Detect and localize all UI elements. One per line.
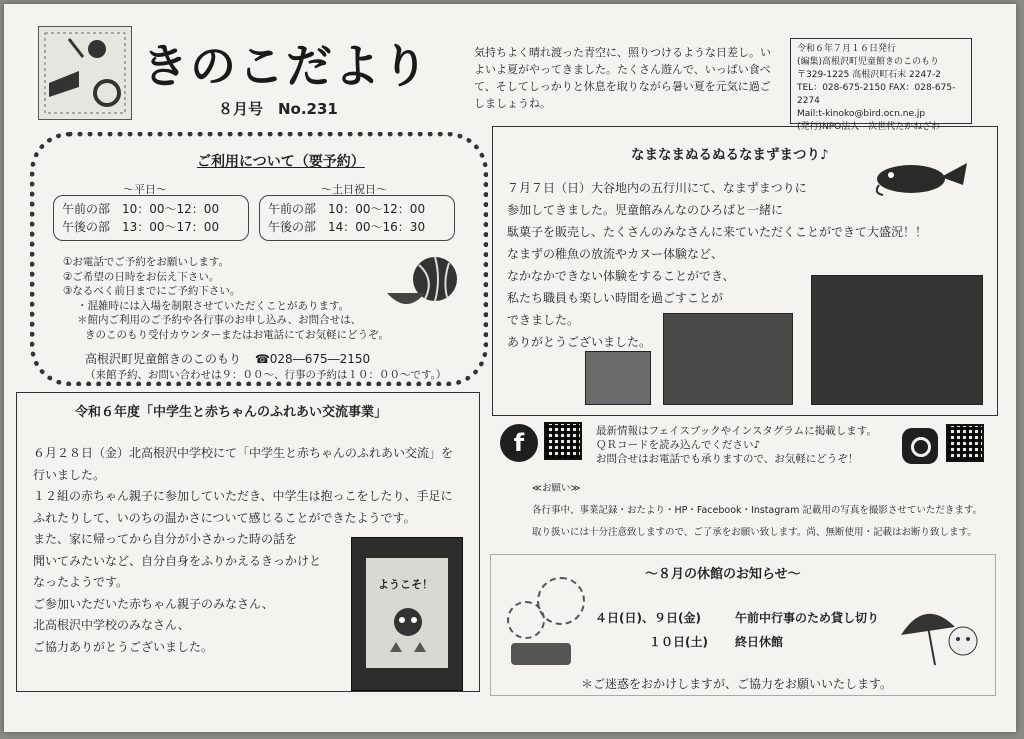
weekday-hours — [53, 195, 249, 241]
namazu-line: ありがとうございました。 — [507, 335, 652, 349]
sns-line: お問合せはお電話でも承りますので、お気軽にどうぞ！ — [596, 453, 859, 465]
exchange-line: 北高根沢中学校のみなさん、 — [33, 618, 190, 632]
holiday-label: ～土日祝日～ — [321, 183, 387, 196]
note-line: きのこのもり受付カウンターまたはお電話にてお気軽にどうぞ。 — [85, 328, 389, 341]
welcome-text: ようこそ！ — [378, 578, 433, 591]
issue-number: ８月号 No.231 — [218, 100, 338, 118]
namazu-line: 駄菓子を販売し、たくさんのみなさんに来ていただくことができて大盛況！！ — [507, 225, 928, 239]
instagram-qr-code — [946, 424, 984, 462]
publisher-line: (編集)高根沢町児童館きのこのもり — [797, 57, 940, 67]
exchange-title: 令和６年度「中学生と赤ちゃんのふれあい交流事業」 — [75, 405, 388, 420]
firework-illustration — [537, 577, 585, 625]
namazu-line: できました。 — [507, 313, 580, 327]
contact-info — [85, 351, 446, 383]
photo-request — [532, 478, 982, 544]
exchange-line: また、家に帰ってから自分が小さかった時の話を — [33, 532, 298, 546]
request-line: 取り扱いには十分注意致しますので、ご了承をお願い致します。尚、無断使用・記載はお断り致します。 — [532, 527, 977, 538]
publisher-line: 令和６年７月１６日発行 — [797, 44, 897, 54]
note-line: ＊館内ご利用のご予約や各行事のお申し込み、お問合せは、 — [77, 314, 362, 326]
exchange-article — [16, 392, 480, 692]
namazu-line: なまずの稚魚の放流やカヌー体験など、 — [507, 247, 724, 261]
namazu-title: なまなまぬるぬるなまずまつり♪ — [631, 147, 829, 163]
namazu-line: なかなかできない体験をすることができ、 — [507, 269, 735, 283]
closure-notice — [490, 554, 996, 696]
facebook-qr-code — [544, 422, 582, 460]
publisher-line: (発行)NPO法人 次世代たかねざわ — [797, 122, 941, 132]
exchange-photo — [351, 537, 463, 691]
instagram-icon[interactable] — [902, 428, 938, 464]
request-heading: ≪お願い≫ — [532, 483, 581, 494]
request-line: 各行事中、事業記録・おたより・HP・Facebook・Instagram 記載用の写真を撮影させていただきます。 — [532, 505, 983, 516]
closure-dates-1: ４日(日)、９日(金) — [595, 611, 701, 625]
kinoko-logo-illustration — [38, 26, 132, 120]
weekday-label: ～平日～ — [123, 183, 167, 196]
contact-name: 高根沢町児童館きのこのもり — [85, 352, 242, 366]
catfish-photo — [585, 351, 651, 405]
usage-notes — [63, 255, 393, 342]
beach-umbrella-illustration — [895, 601, 991, 671]
closure-dates-2: １０日(土) — [649, 635, 708, 649]
publisher-line: TEL：028-675-2150 FAX：028-675-2274 — [797, 83, 956, 106]
holiday-hours — [259, 195, 455, 241]
weekday-pm: 午後の部 13：00～17：00 — [62, 220, 220, 234]
exchange-line: ふれたりして、いのちの温かさについて感じることができたようです。 — [33, 510, 416, 525]
exchange-line: ご参加いただいた赤ちゃん親子のみなさん、 — [33, 596, 274, 611]
usage-info-box — [30, 132, 488, 386]
contact-hours: （来館予約、お問い合わせは９：００～、行事の予約は１０：００～です。） — [85, 369, 447, 381]
contact-phone: ☎028―675―2150 — [254, 352, 371, 366]
watermelon-illustration — [385, 255, 461, 319]
sns-info — [596, 424, 896, 466]
intro-text: 気持ちよく晴れ渡った青空に、照りつけるような日差し。いよいよ夏がやってきました。たくさん遊んで、いっぱい食べて、そしてしっかりと休息を取りながら暑い夏を元気に過ごしましょうね。 — [474, 46, 771, 110]
namazu-line: ７月７日（日）大谷地内の五行川にて、なまずまつりに — [507, 181, 807, 195]
note-line: ③なるべく前日までにご予約下さい。 — [63, 285, 241, 297]
holiday-pm: 午後の部 14：00～16：30 — [268, 220, 426, 234]
exchange-line: １２組の赤ちゃん親子に参加していただき、中学生は抱っこをしたり、手足に — [33, 489, 453, 503]
exchange-line: ご協力ありがとうございました。 — [33, 639, 214, 654]
sns-line: ＱＲコードを読み込んでください♪ — [596, 439, 761, 451]
sns-line: 最新情報はフェイスブックやインスタグラムに掲載します。 — [596, 425, 877, 437]
newsletter-title: きのこだより — [142, 39, 430, 93]
bench-illustration — [511, 643, 571, 665]
exchange-line: なったようです。 — [33, 575, 129, 589]
publisher-line: 〒329-1225 高根沢町石末 2247-2 — [797, 70, 941, 80]
note-line: ②ご希望の日時をお伝え下さい。 — [63, 270, 220, 283]
namazu-line: 私たち職員も楽しい時間を過ごすことが — [507, 291, 724, 305]
river-photo — [663, 313, 793, 405]
weekday-am: 午前の部 10：00～12：00 — [62, 202, 220, 216]
closure-reason-2: 終日休館 — [735, 635, 784, 649]
publisher-line: Mail:t-kinoko@bird.ocn.ne.jp — [797, 109, 926, 119]
holiday-am: 午前の部 10：00～12：00 — [268, 202, 426, 216]
closure-note: ＊ご迷惑をおかけしますが、ご協力をお願いいたします。 — [581, 677, 893, 691]
exchange-line: 聞いてみたいなど、自分自身をふりかえるきっかけと — [33, 553, 322, 568]
publisher-info — [790, 38, 972, 132]
note-line: ・混雑時には入場を制限させていただくことがあります。 — [77, 299, 350, 312]
exchange-line: ６月２８日（金）北高根沢中学校にて「中学生と赤ちゃんのふれあい交流」を — [33, 446, 454, 460]
namazu-festival-article — [492, 126, 998, 416]
closure-title: ～８月の休館のお知らせ～ — [645, 567, 801, 582]
usage-title: ご利用について（要予約） — [197, 154, 365, 170]
namazu-line: 参加してきました。児童館みんなのひろばと一緒に — [507, 203, 784, 217]
booth-photo — [811, 275, 983, 405]
newsletter-page — [4, 4, 1016, 732]
facebook-icon[interactable]: f — [500, 424, 538, 462]
closure-reason-1: 午前中行事のため貸し切り — [735, 611, 880, 625]
note-line: ①お電話でご予約をお願いします。 — [63, 256, 230, 268]
welcome-board — [366, 558, 448, 668]
exchange-line: 行いました。 — [33, 467, 106, 482]
